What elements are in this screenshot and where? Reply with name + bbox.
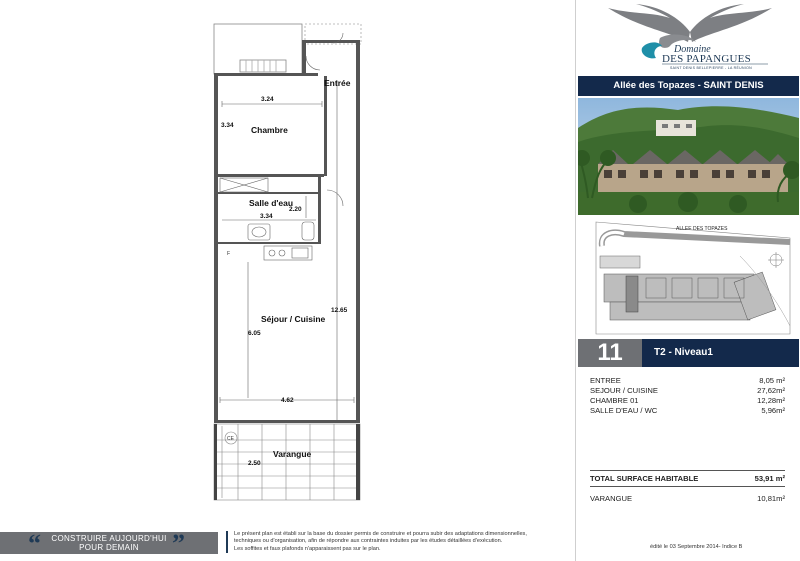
area-row — [590, 406, 785, 416]
slogan-line-1: CONSTRUIRE AUJOURD'HUI — [51, 534, 167, 543]
mark-ce: CE — [227, 436, 234, 442]
lot-type: T2 - Niveau1 — [654, 347, 713, 358]
disclaimer-line: techniques ou d'organisation, afin de répondre aux contraintes induites par les études détaillées d'exécution. — [234, 538, 503, 545]
area-label: CHAMBRE 01 — [590, 396, 639, 405]
brand-name-line-1: Domaine — [674, 44, 711, 55]
room-label-chambre: Chambre — [251, 125, 288, 135]
varangue-label: VARANGUE — [590, 494, 633, 503]
area-row — [590, 396, 785, 406]
area-label: SALLE D'EAU / WC — [590, 406, 658, 415]
address-bar: Allée des Topazes - SAINT DENIS — [578, 76, 799, 96]
area-value: 8,05 m² — [759, 376, 785, 385]
area-label: ENTREE — [590, 376, 621, 385]
dim-chambre-width: 3.24 — [261, 96, 274, 103]
dim-sde-b: 3.34 — [260, 213, 273, 220]
room-label-entree: Entrée — [324, 78, 351, 88]
disclaimer-line: Les soffites et faux plafonds n'apparaissent pas sur le plan. — [234, 545, 381, 552]
room-label-varangue: Varangue — [273, 449, 312, 459]
dim-varangue-depth: 2.50 — [248, 460, 261, 467]
varangue-row — [590, 494, 785, 503]
residence-photo — [578, 98, 799, 215]
edition-note: édité le 03 Septembre 2014- Indice B — [650, 544, 743, 550]
area-value: 5,96m² — [761, 406, 785, 415]
area-row — [590, 376, 785, 386]
dim-chambre-depth: 3.34 — [221, 122, 234, 129]
total-surface-label: TOTAL SURFACE HABITABLE — [590, 474, 699, 483]
area-value: 12,28m² — [757, 396, 785, 405]
brand-logo — [600, 2, 780, 74]
mark-f: F — [227, 251, 231, 257]
area-row — [590, 386, 785, 396]
dim-sde-a: 2.20 — [289, 206, 302, 213]
area-table — [590, 376, 785, 416]
lot-number: 11 — [578, 339, 642, 367]
area-value: 27,62m² — [757, 386, 785, 395]
room-label-sejour: Séjour / Cuisine — [261, 314, 326, 324]
slogan-line-2: POUR DEMAIN — [79, 543, 139, 552]
brand-name-line-2: DES PAPANGUES — [662, 53, 751, 65]
quote-open-icon: “ — [28, 529, 41, 558]
area-label: SEJOUR / CUISINE — [590, 386, 658, 395]
disclaimer-line: Le présent plan est établi sur la base du dossier permis de construire et pourra subir des adaptations dimensionnelles, — [234, 531, 527, 537]
dim-sejour-depth: 6.05 — [248, 330, 261, 337]
disclaimer — [226, 531, 571, 553]
room-label-salle-eau: Salle d'eau — [249, 198, 294, 208]
dim-sejour-width: 4.62 — [281, 397, 294, 404]
site-street-label: ALLEE DES TOPAZES — [676, 226, 728, 232]
brand-tagline: SAINT DENIS BELLEPIERRE - LA RÉUNION — [670, 66, 752, 70]
slogan-banner — [0, 529, 218, 558]
varangue-value: 10,81m² — [757, 494, 785, 503]
total-surface-row — [590, 470, 785, 487]
quote-close-icon: ” — [172, 529, 185, 558]
dim-total-length: 12.65 — [331, 307, 348, 314]
panel-divider — [575, 0, 576, 561]
site-plan — [590, 216, 797, 336]
total-surface-value: 53,91 m² — [754, 474, 785, 483]
